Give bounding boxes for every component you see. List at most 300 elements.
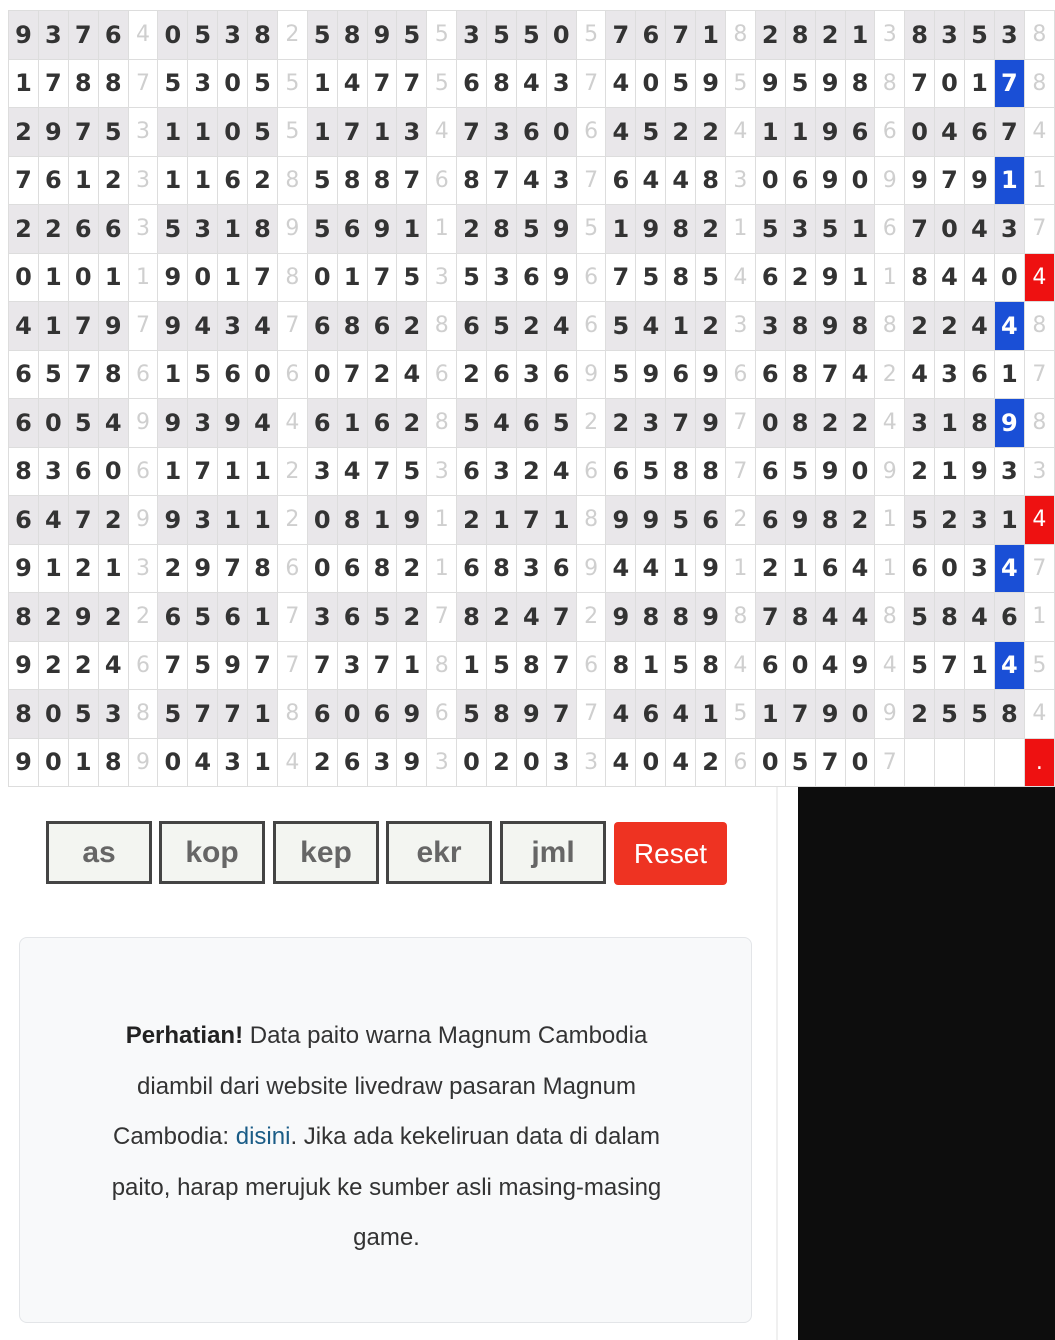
paito-digit: 2 [696, 108, 726, 157]
separator-digit: 4 [427, 108, 457, 157]
paito-digit: 1 [248, 690, 278, 739]
paito-digit: 7 [248, 641, 278, 690]
paito-digit: 9 [397, 496, 427, 545]
paito-digit: 3 [486, 108, 516, 157]
paito-row [9, 253, 1055, 302]
separator-digit: 2 [277, 11, 307, 60]
separator-digit: 2 [726, 496, 756, 545]
paito-digit: 1 [755, 690, 785, 739]
paito-digit: 4 [964, 253, 994, 302]
paito-digit: 2 [98, 593, 128, 642]
paito-digit: 8 [696, 156, 726, 205]
paito-digit: 9 [905, 156, 935, 205]
paito-digit: 7 [367, 59, 397, 108]
separator-digit: 2 [576, 593, 606, 642]
separator-digit: 4 [128, 11, 158, 60]
paito-digit: 1 [845, 253, 875, 302]
separator-digit: 7 [576, 690, 606, 739]
paito-digit: 7 [486, 156, 516, 205]
paito-digit: 8 [964, 399, 994, 448]
filter-ekr-button[interactable]: ekr [386, 821, 492, 884]
paito-digit: 1 [546, 496, 576, 545]
paito-digit: 5 [606, 302, 636, 351]
paito-digit: 7 [218, 544, 248, 593]
paito-digit: 1 [9, 59, 39, 108]
paito-digit: 0 [158, 738, 188, 787]
paito-digit: 8 [785, 399, 815, 448]
paito-digit: 0 [935, 205, 965, 254]
paito-digit: 0 [755, 738, 785, 787]
separator-digit: 3 [576, 738, 606, 787]
paito-digit: 6 [98, 205, 128, 254]
paito-digit: 6 [964, 108, 994, 157]
paito-digit: 0 [845, 690, 875, 739]
paito-digit: 4 [935, 253, 965, 302]
paito-digit: 5 [188, 11, 218, 60]
paito-digit: 4 [188, 302, 218, 351]
paito-digit: 1 [248, 447, 278, 496]
paito-digit: 5 [546, 399, 576, 448]
paito-digit: 8 [337, 496, 367, 545]
paito-digit: 3 [367, 738, 397, 787]
separator-digit: 3 [726, 302, 756, 351]
paito-digit: 3 [457, 11, 487, 60]
paito-digit: 6 [337, 205, 367, 254]
paito-digit: 0 [755, 156, 785, 205]
paito-digit: 4 [337, 447, 367, 496]
separator-digit: 6 [576, 108, 606, 157]
column-divider [776, 787, 778, 1340]
paito-digit: 3 [486, 253, 516, 302]
separator-digit: 3 [128, 544, 158, 593]
paito-digit: 6 [636, 690, 666, 739]
paito-digit: 2 [516, 447, 546, 496]
paito-digit: 0 [38, 738, 68, 787]
separator-digit: 3 [726, 156, 756, 205]
paito-digit: 9 [636, 205, 666, 254]
paito-digit: 3 [516, 544, 546, 593]
paito-digit: 2 [785, 253, 815, 302]
paito-digit: 6 [755, 641, 785, 690]
paito-table [8, 10, 1055, 787]
paito-digit: 7 [38, 59, 68, 108]
separator-digit: 2 [875, 350, 905, 399]
paito-digit: 5 [666, 641, 696, 690]
paito-digit: 9 [9, 641, 39, 690]
paito-digit: 8 [785, 302, 815, 351]
paito-digit: 8 [9, 447, 39, 496]
paito-digit: 8 [248, 544, 278, 593]
separator-digit: 6 [427, 350, 457, 399]
separator-digit: 6 [277, 544, 307, 593]
separator-digit: 4 [726, 641, 756, 690]
paito-digit: 4 [845, 544, 875, 593]
separator-digit: 8 [277, 253, 307, 302]
paito-digit: 0 [218, 108, 248, 157]
paito-digit: 6 [38, 156, 68, 205]
paito-digit: 9 [696, 350, 726, 399]
paito-digit: 6 [755, 253, 785, 302]
paito-digit: 5 [815, 205, 845, 254]
paito-digit: 5 [397, 11, 427, 60]
separator-digit: 5 [576, 11, 606, 60]
paito-digit: 7 [546, 690, 576, 739]
paito-digit: 2 [68, 641, 98, 690]
paito-digit: 7 [158, 641, 188, 690]
separator-digit: 9 [277, 205, 307, 254]
paito-digit: 5 [457, 399, 487, 448]
paito-digit: 1 [486, 496, 516, 545]
paito-digit: 3 [546, 156, 576, 205]
paito-digit: 9 [158, 302, 188, 351]
paito-digit: 2 [38, 593, 68, 642]
paito-digit: 7 [68, 11, 98, 60]
paito-digit: 1 [666, 302, 696, 351]
paito-digit: 4 [606, 544, 636, 593]
paito-digit: 6 [785, 156, 815, 205]
paito-digit: 3 [994, 205, 1024, 254]
paito-digit: 8 [9, 690, 39, 739]
separator-digit: 4 [1024, 108, 1054, 157]
paito-digit: 1 [218, 253, 248, 302]
paito-digit: 5 [68, 690, 98, 739]
paito-digit: 7 [666, 11, 696, 60]
paito-digit: 6 [666, 350, 696, 399]
paito-digit: 7 [68, 302, 98, 351]
paito-digit: 6 [546, 350, 576, 399]
separator-digit: 4 [1024, 690, 1054, 739]
paito-digit [905, 738, 935, 787]
separator-digit: 2 [576, 399, 606, 448]
separator-digit: 6 [427, 156, 457, 205]
paito-digit: 0 [845, 738, 875, 787]
paito-digit: 5 [755, 205, 785, 254]
separator-digit: 2 [128, 593, 158, 642]
paito-digit: 6 [367, 399, 397, 448]
paito-digit: 4 [397, 350, 427, 399]
paito-digit: 3 [964, 496, 994, 545]
paito-digit: 4 [248, 399, 278, 448]
paito-digit: 6 [606, 156, 636, 205]
paito-digit: 7 [815, 350, 845, 399]
paito-digit: 6 [9, 350, 39, 399]
paito-digit: 4 [964, 205, 994, 254]
paito-digit: 9 [815, 156, 845, 205]
paito-digit: 7 [994, 108, 1024, 157]
paito-grid-wrapper [8, 0, 1055, 787]
paito-digit: 9 [9, 11, 39, 60]
paito-digit: 1 [68, 156, 98, 205]
paito-row [9, 108, 1055, 157]
paito-digit: 7 [188, 690, 218, 739]
paito-digit: 5 [666, 59, 696, 108]
filter-jml-button[interactable]: jml [500, 821, 606, 884]
paito-digit: 1 [218, 447, 248, 496]
paito-digit: 2 [696, 302, 726, 351]
paito-digit: 5 [307, 11, 337, 60]
paito-digit: 4 [516, 593, 546, 642]
paito-digit: 6 [994, 593, 1024, 642]
paito-digit: 1 [158, 108, 188, 157]
paito-digit: 3 [636, 399, 666, 448]
paito-digit: 6 [905, 544, 935, 593]
dark-side-panel [798, 787, 1055, 1340]
paito-digit: 6 [337, 593, 367, 642]
separator-digit: 5 [277, 59, 307, 108]
paito-digit: 8 [98, 59, 128, 108]
source-link[interactable]: disini [235, 1123, 291, 1150]
separator-digit: 1 [875, 253, 905, 302]
reset-button[interactable]: Reset [614, 822, 727, 885]
paito-digit: 7 [367, 253, 397, 302]
separator-digit: 6 [576, 641, 606, 690]
separator-digit: 7 [1024, 544, 1054, 593]
paito-digit: 4 [38, 496, 68, 545]
paito-digit: 2 [397, 302, 427, 351]
paito-digit: 9 [68, 593, 98, 642]
paito-digit: 5 [98, 108, 128, 157]
paito-digit: 3 [38, 447, 68, 496]
separator-digit: 7 [1024, 350, 1054, 399]
paito-digit: 2 [696, 738, 726, 787]
separator-digit: 6 [576, 447, 606, 496]
paito-digit: 2 [397, 544, 427, 593]
paito-digit: 1 [158, 447, 188, 496]
paito-digit: 0 [994, 253, 1024, 302]
notice-body-2: . Jika ada kekeliruan data di dalam paito, harap merujuk ke sumber asli masing-masing game. [111, 1123, 662, 1251]
paito-digit: 6 [755, 350, 785, 399]
paito-digit: 9 [815, 59, 845, 108]
notice-body-1: Data paito warna Magnum Cambodia diambil dari website livedraw pasaran Magnum Cambodia: [113, 1022, 648, 1150]
paito-digit: 6 [457, 544, 487, 593]
paito-digit: 5 [486, 641, 516, 690]
paito-digit: 9 [964, 156, 994, 205]
paito-digit: 1 [38, 253, 68, 302]
paito-digit: 6 [636, 11, 666, 60]
separator-digit: 7 [128, 59, 158, 108]
paito-digit: 4 [636, 156, 666, 205]
paito-digit: 6 [516, 253, 546, 302]
filter-as-button[interactable]: as [46, 821, 152, 884]
paito-digit: 8 [457, 156, 487, 205]
paito-digit: 9 [218, 641, 248, 690]
paito-digit: 0 [516, 738, 546, 787]
separator-digit: 7 [576, 156, 606, 205]
paito-digit: 9 [636, 350, 666, 399]
paito-digit: 7 [546, 593, 576, 642]
separator-digit: 6 [128, 350, 158, 399]
paito-digit: 2 [248, 156, 278, 205]
paito-digit: 1 [785, 544, 815, 593]
paito-digit: 9 [696, 593, 726, 642]
paito-digit: 5 [636, 253, 666, 302]
paito-digit: 5 [935, 690, 965, 739]
paito-digit: 2 [397, 593, 427, 642]
paito-digit: 0 [935, 544, 965, 593]
paito-digit: 6 [696, 496, 726, 545]
paito-digit: 0 [546, 11, 576, 60]
paito-digit: 7 [218, 690, 248, 739]
paito-digit: 8 [337, 156, 367, 205]
paito-digit: 6 [457, 59, 487, 108]
separator-digit: 9 [128, 738, 158, 787]
paito-digit: 2 [755, 11, 785, 60]
paito-digit: 4 [516, 156, 546, 205]
paito-digit: 6 [367, 690, 397, 739]
paito-digit: 8 [666, 253, 696, 302]
paito-digit: 4 [606, 690, 636, 739]
paito-digit: 5 [636, 447, 666, 496]
paito-digit: 2 [38, 205, 68, 254]
paito-digit: 1 [935, 399, 965, 448]
paito-digit: 9 [218, 399, 248, 448]
paito-digit: 7 [307, 641, 337, 690]
separator-digit: 7 [128, 302, 158, 351]
paito-digit: 1 [845, 205, 875, 254]
paito-digit: 7 [337, 108, 367, 157]
paito-digit: 5 [457, 690, 487, 739]
paito-digit: 1 [636, 641, 666, 690]
paito-digit: 2 [486, 738, 516, 787]
separator-digit: 8 [277, 690, 307, 739]
paito-digit: 1 [248, 738, 278, 787]
paito-digit: 0 [218, 59, 248, 108]
separator-digit: 8 [1024, 59, 1054, 108]
paito-digit: 8 [606, 641, 636, 690]
separator-digit: 3 [128, 156, 158, 205]
separator-digit: 6 [576, 302, 606, 351]
paito-digit: 5 [367, 593, 397, 642]
paito-digit: 0 [905, 108, 935, 157]
paito-digit: 8 [935, 593, 965, 642]
separator-digit: 6 [875, 108, 905, 157]
paito-row [9, 690, 1055, 739]
paito-digit: 0 [636, 738, 666, 787]
paito-digit: 7 [905, 59, 935, 108]
paito-digit: 2 [486, 593, 516, 642]
paito-digit: 5 [964, 690, 994, 739]
paito-digit: 3 [98, 690, 128, 739]
paito-digit: 4 [636, 544, 666, 593]
notice-box [19, 937, 752, 1323]
paito-digit: 5 [785, 59, 815, 108]
paito-digit: 3 [218, 738, 248, 787]
paito-digit: 8 [696, 641, 726, 690]
paito-row [9, 399, 1055, 448]
separator-digit: 1 [427, 544, 457, 593]
paito-row [9, 59, 1055, 108]
paito-digit: 1 [994, 350, 1024, 399]
paito-digit: 4 [994, 544, 1024, 593]
paito-digit: 9 [38, 108, 68, 157]
paito-digit: 9 [696, 399, 726, 448]
paito-digit: 4 [964, 302, 994, 351]
paito-digit: 1 [337, 253, 367, 302]
paito-digit: 1 [696, 11, 726, 60]
paito-digit: 8 [457, 593, 487, 642]
paito-digit: 8 [68, 59, 98, 108]
paito-digit: 1 [158, 156, 188, 205]
paito-digit: 2 [905, 447, 935, 496]
paito-digit: 6 [337, 738, 367, 787]
separator-digit: 2 [277, 496, 307, 545]
paito-digit: 1 [248, 593, 278, 642]
paito-digit: 1 [964, 641, 994, 690]
paito-digit: 2 [905, 690, 935, 739]
paito-digit: 1 [845, 11, 875, 60]
paito-digit: 9 [964, 447, 994, 496]
paito-row [9, 302, 1055, 351]
paito-digit: 3 [486, 447, 516, 496]
paito-digit: 3 [546, 59, 576, 108]
paito-digit [935, 738, 965, 787]
paito-digit: 6 [815, 544, 845, 593]
separator-digit: 8 [427, 302, 457, 351]
paito-digit: 7 [367, 641, 397, 690]
paito-row [9, 496, 1055, 545]
paito-digit: 8 [845, 302, 875, 351]
separator-digit: 5 [576, 205, 606, 254]
paito-digit: 1 [68, 738, 98, 787]
separator-digit: 3 [427, 447, 457, 496]
paito-digit: 5 [457, 253, 487, 302]
paito-digit: 8 [486, 690, 516, 739]
paito-digit: 1 [218, 496, 248, 545]
paito-digit: 8 [98, 738, 128, 787]
paito-digit: 3 [188, 59, 218, 108]
paito-digit: 4 [606, 108, 636, 157]
paito-digit: 6 [307, 399, 337, 448]
paito-digit: 8 [367, 156, 397, 205]
paito-digit: 8 [367, 544, 397, 593]
separator-digit: 6 [726, 350, 756, 399]
paito-digit: 5 [307, 205, 337, 254]
separator-digit: 6 [875, 205, 905, 254]
separator-digit: 9 [576, 350, 606, 399]
paito-digit: 1 [367, 108, 397, 157]
paito-digit: 6 [337, 544, 367, 593]
paito-digit: 4 [606, 59, 636, 108]
paito-digit: 1 [964, 59, 994, 108]
paito-digit: 5 [68, 399, 98, 448]
paito-digit: 4 [815, 641, 845, 690]
filter-kep-button[interactable]: kep [273, 821, 379, 884]
notice-text [90, 1011, 683, 1264]
paito-digit: 3 [38, 11, 68, 60]
paito-digit: 0 [845, 447, 875, 496]
separator-digit: 5 [1024, 641, 1054, 690]
paito-digit: 7 [935, 156, 965, 205]
paito-digit: 7 [546, 641, 576, 690]
paito-digit: 8 [785, 593, 815, 642]
paito-digit: 7 [68, 496, 98, 545]
paito-digit: 5 [38, 350, 68, 399]
paito-digit: 8 [666, 447, 696, 496]
separator-digit: 7 [1024, 205, 1054, 254]
paito-digit: 0 [307, 496, 337, 545]
paito-digit: 0 [248, 350, 278, 399]
separator-digit: 4 [277, 399, 307, 448]
paito-digit: 8 [98, 350, 128, 399]
paito-digit: 9 [696, 544, 726, 593]
filter-kop-button[interactable]: kop [159, 821, 265, 884]
paito-digit: 9 [158, 496, 188, 545]
paito-digit: 6 [755, 496, 785, 545]
separator-digit: 4 [726, 253, 756, 302]
paito-digit: 2 [38, 641, 68, 690]
paito-digit: 6 [307, 302, 337, 351]
paito-digit: 7 [397, 59, 427, 108]
